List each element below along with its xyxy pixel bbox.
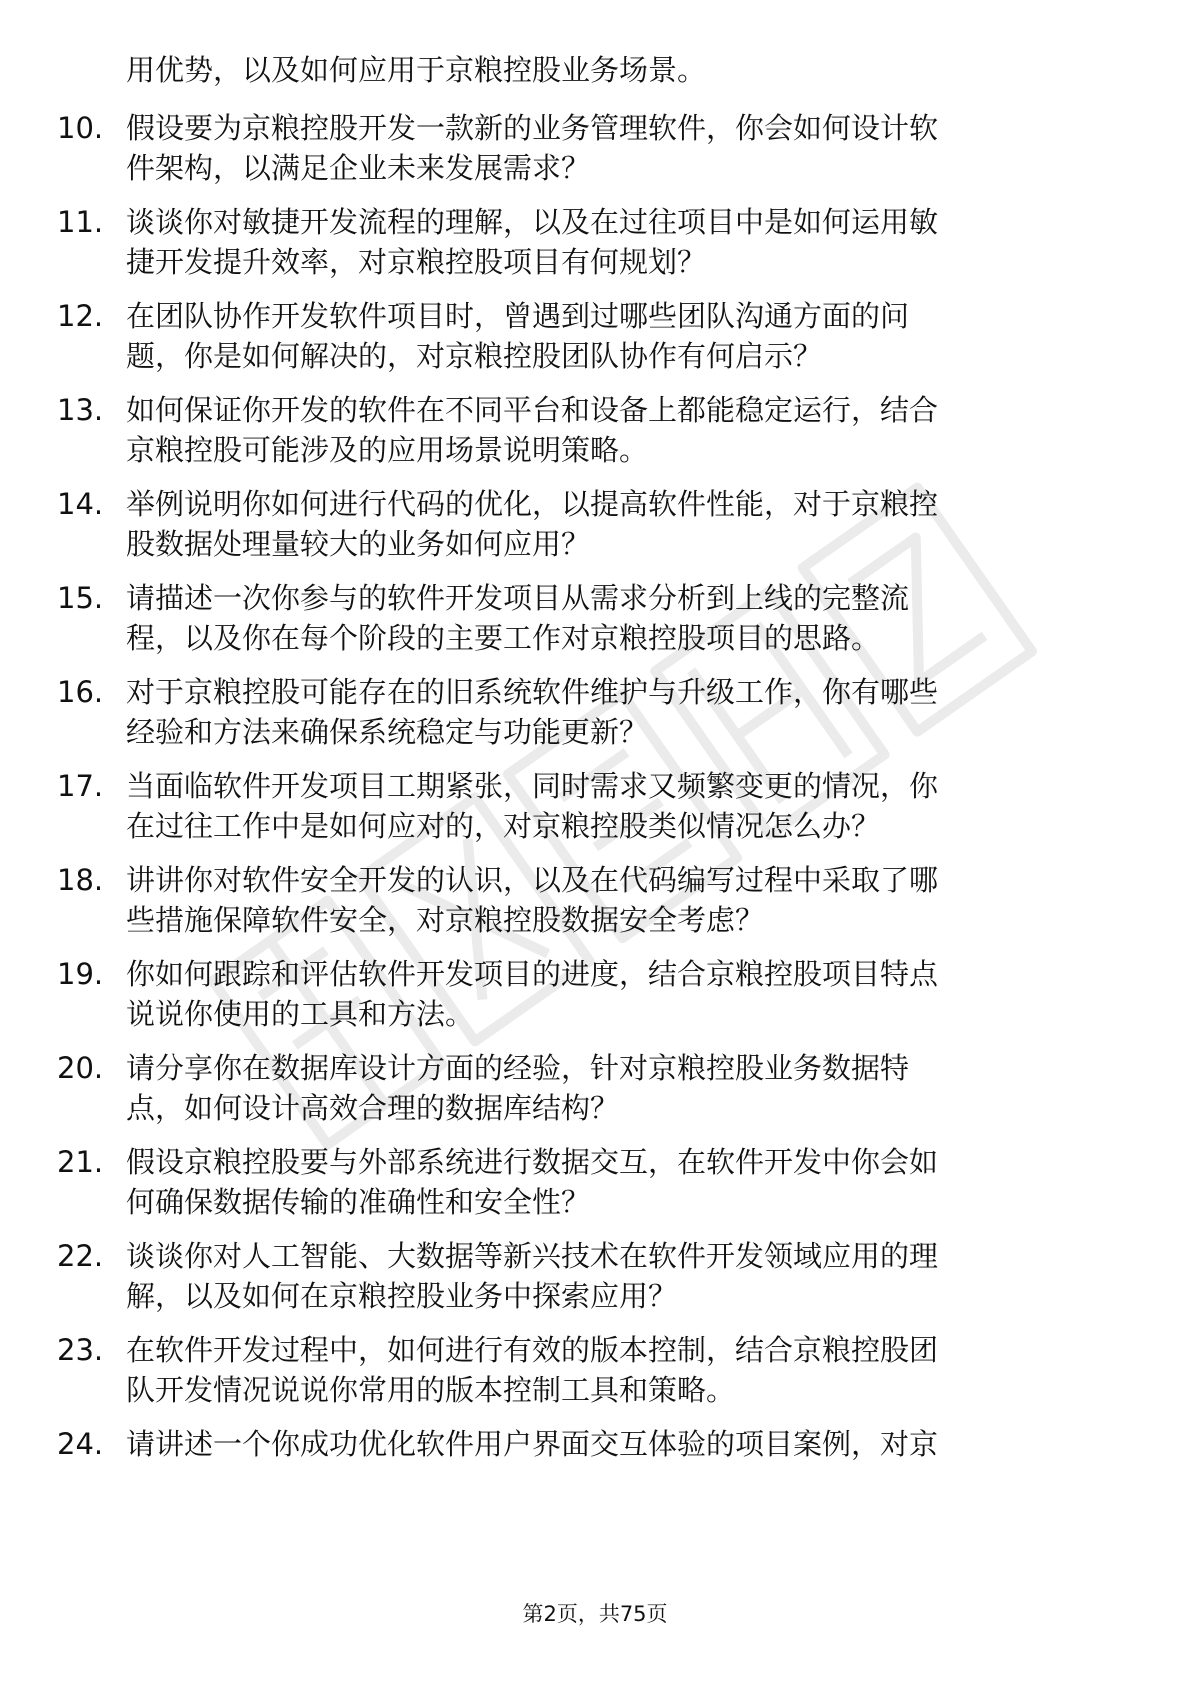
item-text-line: 件架构，以满足企业未来发展需求？ <box>126 151 591 185</box>
item-number: 22. <box>57 1239 104 1273</box>
item-number: 20. <box>57 1051 104 1085</box>
item-text-line: 当面临软件开发项目工期紧张，同时需求又频繁变更的情况，你 <box>126 769 939 803</box>
item-number: 10. <box>57 111 104 145</box>
item-text-line: 请分享你在数据库设计方面的经验，针对京粮控股业务数据特 <box>126 1051 910 1085</box>
item-number: 21. <box>57 1145 104 1179</box>
item-number: 15. <box>57 581 104 615</box>
item-text-line: 你如何跟踪和评估软件开发项目的进度，结合京粮控股项目特点 <box>126 957 939 991</box>
item-number: 11. <box>57 205 104 239</box>
item-text-line: 如何保证你开发的软件在不同平台和设备上都能稳定运行，结合 <box>126 393 939 427</box>
item-text-line: 举例说明你如何进行代码的优化，以提高软件性能，对于京粮控 <box>126 487 939 521</box>
item-text-line: 在团队协作开发软件项目时，曾遇到过哪些团队沟通方面的问 <box>126 299 910 333</box>
item-number: 16. <box>57 675 104 709</box>
item-text-line: 谈谈你对敏捷开发流程的理解，以及在过往项目中是如何运用敏 <box>126 205 939 239</box>
item-text-line: 请讲述一个你成功优化软件用户界面交互体验的项目案例，对京 <box>126 1427 939 1461</box>
item-text-line: 京粮控股可能涉及的应用场景说明策略。 <box>126 433 649 467</box>
item-text-line: 些措施保障软件安全，对京粮控股数据安全考虑？ <box>126 903 765 937</box>
item-number: 19. <box>57 957 104 991</box>
item-number: 17. <box>57 769 104 803</box>
item-text-line: 假设要为京粮控股开发一款新的业务管理软件，你会如何设计软 <box>126 111 939 145</box>
item-text-line: 对于京粮控股可能存在的旧系统软件维护与升级工作，你有哪些 <box>126 675 939 709</box>
item-text-line: 股数据处理量较大的业务如何应用？ <box>126 527 591 561</box>
item-text-line: 说说你使用的工具和方法。 <box>126 997 475 1031</box>
item-text-line: 请描述一次你参与的软件开发项目从需求分析到上线的完整流 <box>126 581 910 615</box>
item-text-line: 点，如何设计高效合理的数据库结构？ <box>126 1091 620 1125</box>
item-text-line: 经验和方法来确保系统稳定与功能更新？ <box>126 715 649 749</box>
item-number: 18. <box>57 863 104 897</box>
item-text-line: 解，以及如何在京粮控股业务中探索应用？ <box>126 1279 678 1313</box>
item-text-line: 假设京粮控股要与外部系统进行数据交互，在软件开发中你会如 <box>126 1145 939 1179</box>
item-text-line: 讲讲你对软件安全开发的认识，以及在代码编写过程中采取了哪 <box>126 863 939 897</box>
continued-text: 用优势，以及如何应用于京粮控股业务场景。 <box>126 53 707 87</box>
page-number-footer: 第2页，共75页 <box>522 1602 668 1626</box>
item-number: 24. <box>57 1427 104 1461</box>
item-text-line: 程，以及你在每个阶段的主要工作对京粮控股项目的思路。 <box>126 621 881 655</box>
item-text-line: 队开发情况说说你常用的版本控制工具和策略。 <box>126 1373 736 1407</box>
item-number: 13. <box>57 393 104 427</box>
item-number: 23. <box>57 1333 104 1367</box>
item-number: 14. <box>57 487 104 521</box>
item-text-line: 在过往工作中是如何应对的，对京粮控股类似情况怎么办？ <box>126 809 881 843</box>
item-text-line: 何确保数据传输的准确性和安全性？ <box>126 1185 591 1219</box>
item-text-line: 题，你是如何解决的，对京粮控股团队协作有何启示？ <box>126 339 823 373</box>
item-text-line: 谈谈你对人工智能、大数据等新兴技术在软件开发领域应用的理 <box>126 1239 939 1273</box>
item-text-line: 捷开发提升效率，对京粮控股项目有何规划？ <box>126 245 707 279</box>
item-text-line: 在软件开发过程中，如何进行有效的版本控制，结合京粮控股团 <box>126 1333 939 1367</box>
item-number: 12. <box>57 299 104 333</box>
